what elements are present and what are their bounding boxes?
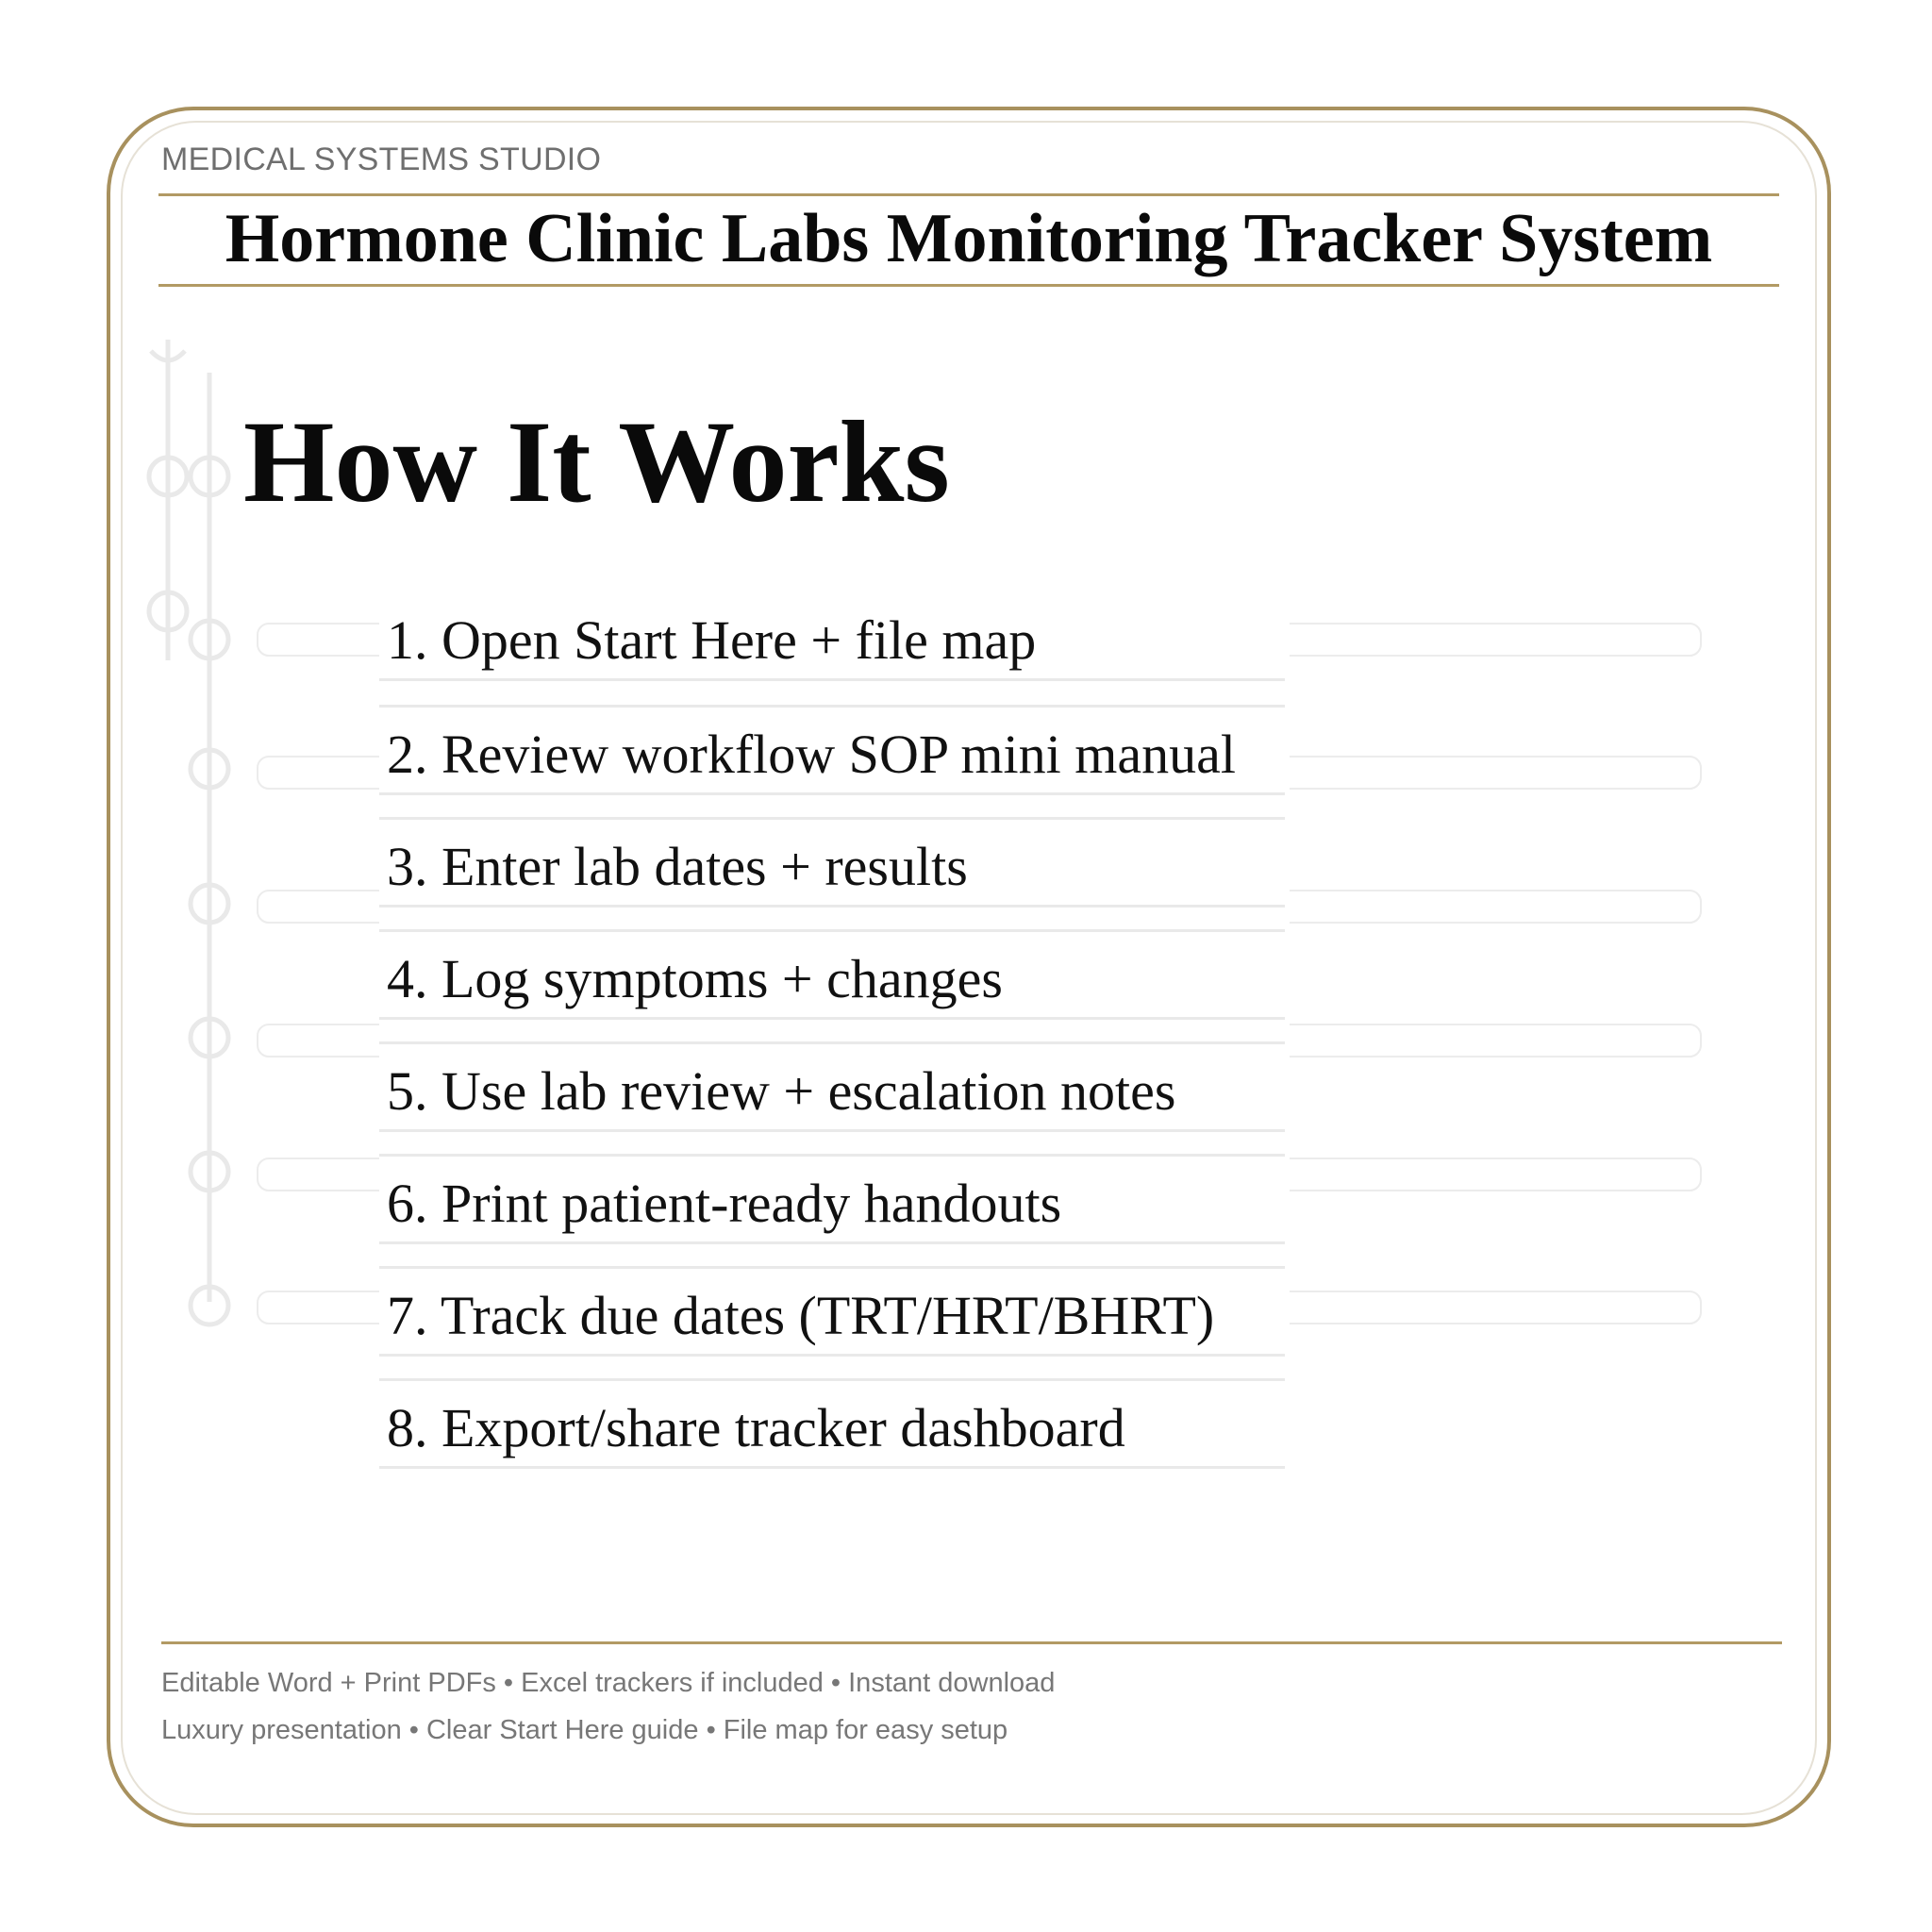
- step-item: [379, 705, 1285, 795]
- step-text: 3. Enter lab dates + results: [387, 836, 968, 897]
- footer-rule: [161, 1641, 1782, 1644]
- step-divider: [379, 1017, 1285, 1020]
- step-divider: [379, 817, 1285, 820]
- step-item: [379, 1154, 1285, 1244]
- step-text: 7. Track due dates (TRT/HRT/BHRT): [387, 1285, 1215, 1346]
- step-divider: [379, 1154, 1285, 1157]
- step-divider: [379, 792, 1285, 795]
- section-heading: How It Works: [243, 397, 950, 526]
- step-text: 2. Review workflow SOP mini manual: [387, 724, 1236, 785]
- step-item: [379, 1041, 1285, 1132]
- step-divider: [379, 1041, 1285, 1044]
- features-line-1: Editable Word + Print PDFs • Excel trackers if included • Instant download: [161, 1668, 1056, 1698]
- step-divider: [379, 1266, 1285, 1269]
- step-item: [379, 591, 1285, 681]
- step-divider: [379, 1129, 1285, 1132]
- step-divider: [379, 1241, 1285, 1244]
- step-item: [379, 1266, 1285, 1357]
- page-title: Hormone Clinic Labs Monitoring Tracker System: [225, 200, 1713, 277]
- step-divider: [379, 905, 1285, 908]
- step-divider: [379, 1378, 1285, 1381]
- step-text: 4. Log symptoms + changes: [387, 948, 1003, 1009]
- features-line-2: Luxury presentation • Clear Start Here guide • File map for easy setup: [161, 1715, 1008, 1745]
- step-text: 6. Print patient-ready handouts: [387, 1173, 1062, 1234]
- step-text: 5. Use lab review + escalation notes: [387, 1060, 1176, 1122]
- step-divider: [379, 705, 1285, 708]
- brand-label: MEDICAL SYSTEMS STUDIO: [161, 142, 602, 177]
- step-divider: [379, 929, 1285, 932]
- step-divider: [379, 1466, 1285, 1469]
- step-item: [379, 929, 1285, 1020]
- step-text: 8. Export/share tracker dashboard: [387, 1397, 1125, 1458]
- step-divider: [379, 678, 1285, 681]
- step-item: [379, 1378, 1285, 1469]
- step-divider: [379, 1354, 1285, 1357]
- step-item: [379, 817, 1285, 908]
- step-text: 1. Open Start Here + file map: [387, 609, 1037, 671]
